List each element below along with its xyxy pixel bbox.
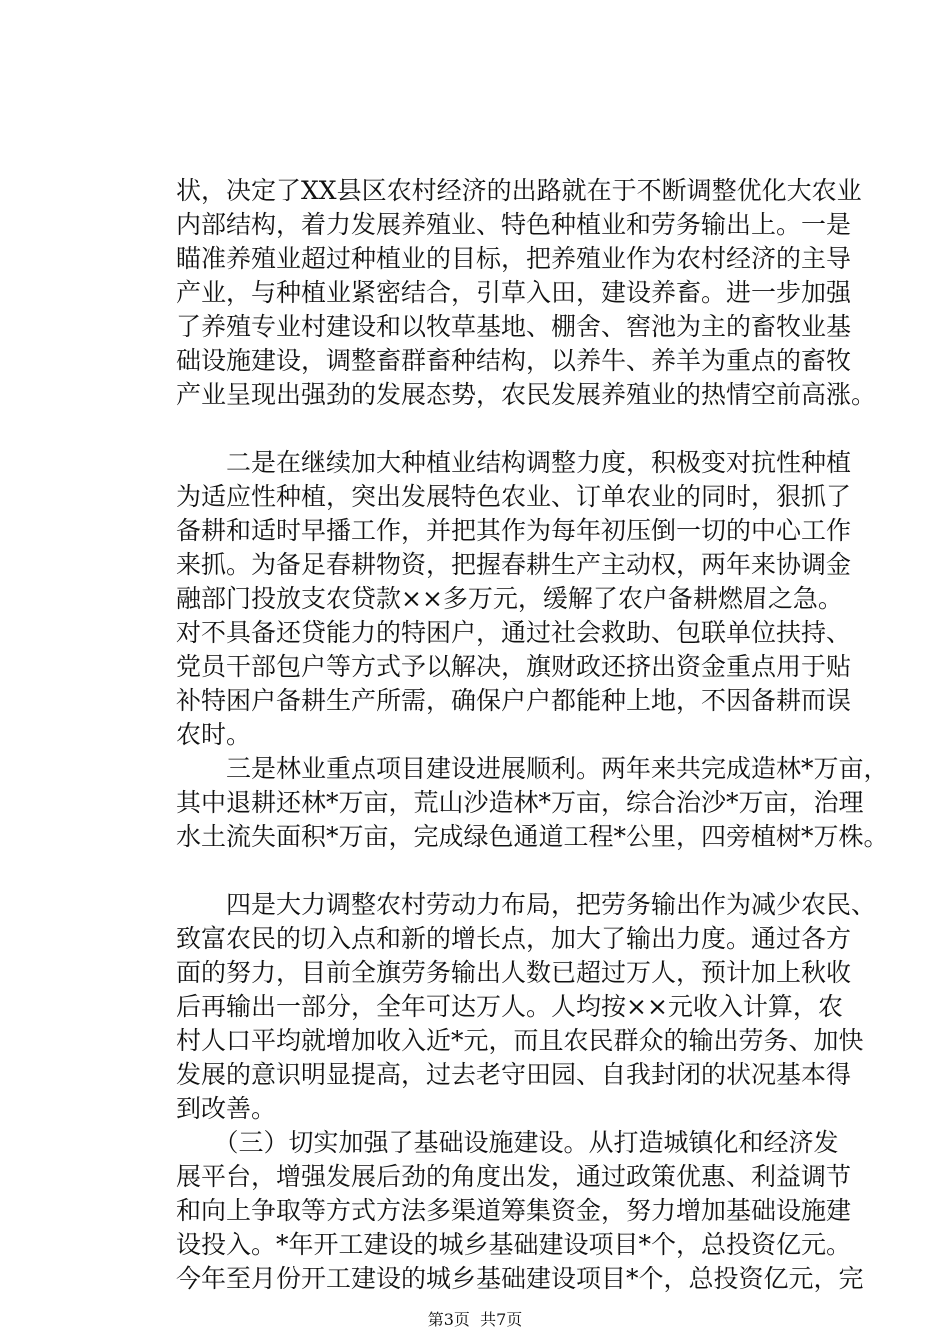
text-line: 水土流失面积*万亩，完成绿色通道工程*公里，四旁植树*万株。 bbox=[176, 822, 889, 851]
text-line: 备耕和适时早播工作，并把其作为每年初压倒一切的中心工作 bbox=[176, 516, 852, 545]
text-line: 到改善。 bbox=[176, 1094, 277, 1123]
text-line: 状，决定了XX县区农村经济的出路就在于不断调整优化大农业 bbox=[176, 176, 862, 205]
text-line: 补特困户备耕生产所需，确保户户都能种上地，不因备耕而误 bbox=[176, 686, 852, 715]
text-line: 来抓。为备足春耕物资，把握春耕生产主动权，两年来协调金 bbox=[176, 550, 852, 579]
page-number-footer: 第3页 共7页 bbox=[427, 1310, 523, 1329]
text-line: 础设施建设，调整畜群畜种结构，以养牛、养羊为重点的畜牧 bbox=[176, 346, 852, 375]
text-line: 三是林业重点项目建设进展顺利。两年来共完成造林*万亩， bbox=[176, 754, 889, 783]
text-line: 农时。 bbox=[176, 720, 252, 749]
text-line: 党员干部包户等方式予以解决，旗财政还挤出资金重点用于贴 bbox=[176, 652, 852, 681]
text-line: 四是大力调整农村劳动力布局，把劳务输出作为减少农民、 bbox=[176, 890, 877, 919]
text-line: 发展的意识明显提高，过去老守田园、自我封闭的状况基本得 bbox=[176, 1060, 852, 1089]
text-line: 融部门投放支农贷款××多万元，缓解了农户备耕燃眉之急。 bbox=[176, 584, 843, 613]
text-line: 产业呈现出强劲的发展态势，农民发展养殖业的热情空前高涨。 bbox=[176, 380, 877, 409]
text-line: 后再输出一部分，全年可达万人。人均按××元收入计算，农 bbox=[176, 992, 843, 1021]
text-line: 面的努力，目前全旗劳务输出人数已超过万人，预计加上秋收 bbox=[176, 958, 852, 987]
text-line: 二是在继续加大种植业结构调整力度，积极变对抗性种植 bbox=[176, 448, 852, 477]
text-line: 为适应性种植，突出发展特色农业、订单农业的同时，狠抓了 bbox=[176, 482, 852, 511]
text-line: （三）切实加强了基础设施建设。从打造城镇化和经济发 bbox=[176, 1128, 839, 1157]
text-line: 产业，与种植业紧密结合，引草入田，建设养畜。进一步加强 bbox=[176, 278, 852, 307]
text-line: 瞄准养殖业超过种植业的目标，把养殖业作为农村经济的主导 bbox=[176, 244, 852, 273]
text-line: 设投入。*年开工建设的城乡基础建设项目*个，总投资亿元。 bbox=[176, 1230, 852, 1259]
text-line: 村人口平均就增加收入近*元，而且农民群众的输出劳务、加快 bbox=[176, 1026, 864, 1055]
text-line: 对不具备还贷能力的特困户，通过社会救助、包联单位扶持、 bbox=[176, 618, 852, 647]
text-line: 展平台，增强发展后劲的角度出发，通过政策优惠、利益调节 bbox=[176, 1162, 852, 1191]
text-line: 和向上争取等方式方法多渠道筹集资金，努力增加基础设施建 bbox=[176, 1196, 852, 1225]
text-line: 其中退耕还林*万亩，荒山沙造林*万亩，综合治沙*万亩，治理 bbox=[176, 788, 864, 817]
text-line: 今年至月份开工建设的城乡基础建设项目*个，总投资亿元，完 bbox=[176, 1264, 864, 1293]
text-line: 致富农民的切入点和新的增长点，加大了输出力度。通过各方 bbox=[176, 924, 852, 953]
text-line: 了养殖专业村建设和以牧草基地、棚舍、窖池为主的畜牧业基 bbox=[176, 312, 852, 341]
text-line: 内部结构，着力发展养殖业、特色种植业和劳务输出上。一是 bbox=[176, 210, 852, 239]
